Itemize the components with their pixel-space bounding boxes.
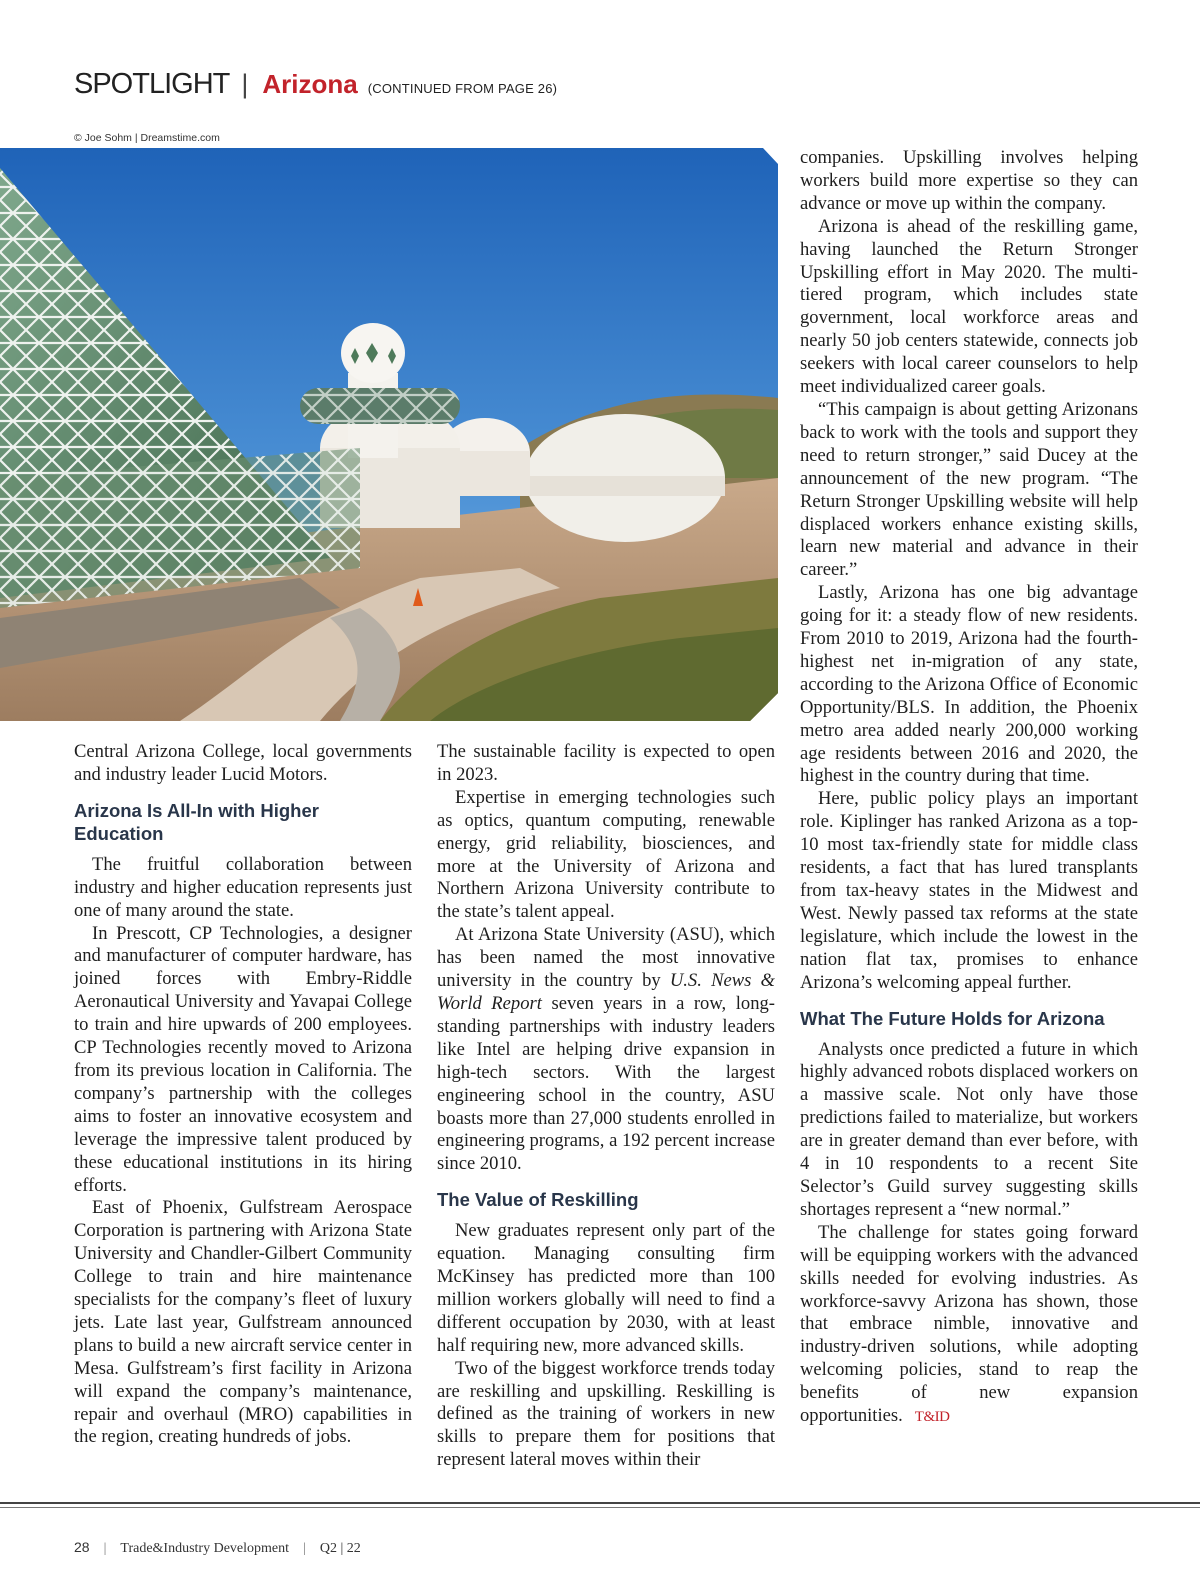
state-title: Arizona: [262, 69, 358, 99]
footer-divider: |: [103, 1541, 107, 1556]
paragraph: Two of the biggest workforce trends today are reskilling and upskilling. Reskilling is defined as the training of workers in new skills to prepare them for positions that represent lateral moves within their: [437, 1357, 775, 1471]
footer-rule-thin: [0, 1507, 1200, 1508]
paragraph: In Prescott, CP Technologies, a designer and manufacturer of computer hardware, has joined forces with Embry-Riddle Aeronautical University and Yavapai College to train and hire upwards of 200 employees. CP Technologies recently moved to Arizona from its previous location in California. The company’s partnership with the colleges aims to foster an innovative ecosystem and leverage the impressive talent produced by these educational institutions in its hiring efforts.: [74, 922, 412, 1196]
paragraph: Arizona is ahead of the reskilling game, having launched the Return Stronger Upskilling effort in May 2020. The multi-tiered program, which includes state government, local workforce areas and nearly 50 job centers statewide, connects job seekers with local career counselors to help meet individualized career goals.: [800, 215, 1138, 398]
paragraph: “This campaign is about getting Arizonans back to work with the tools and support they need to return stronger,” said Ducey at the announcement of the new program. “The Return Stronger Upskilling website will help displaced workers enhance existing skills, learn new material and advance in their career.”: [800, 398, 1138, 581]
paragraph: [437, 924, 775, 1176]
issue-label: Q2 | 22: [319, 1541, 361, 1556]
paragraph: Lastly, Arizona has one big advantage going for it: a steady flow of new residents. From 2010 to 2019, Arizona had the fourth-highest net in-migration of any state, according to the Arizona Office of Economic Opportunity/BLS. In addition, the Phoenix metro area added nearly 200,000 working age residents between 2016 and 2020, the highest in the country during that time.: [800, 582, 1138, 787]
footer-divider: |: [303, 1541, 306, 1556]
paragraph: companies. Upskilling involves helping workers build more expertise so they can advance or move up within the company.: [800, 147, 1138, 214]
section-label: SPOTLIGHT: [74, 68, 230, 100]
paragraph: New graduates represent only part of the equation. Managing consulting firm McKinsey has predicted more than 100 million workers globally will need to find a different occupation by 2030, with at least half requiring new, more advanced skills.: [437, 1220, 775, 1356]
footer-rule: [0, 1502, 1200, 1504]
magazine-name: Trade&Industry Development: [120, 1541, 290, 1556]
section-heading: What The Future Holds for Arizona: [800, 1007, 1105, 1029]
paragraph: Here, public policy plays an important role. Kiplinger has ranked Arizona as a top-10 most tax-friendly state for middle class residents, a fact that has lured transplants from tax-heavy states in the Midwest and West. Newly passed tax reforms at the state legislature, which include the lowest in the nation flat tax, promises to enhance Arizona’s welcoming appeal further.: [800, 788, 1138, 993]
paragraph: [800, 1222, 1138, 1429]
page-footer: [74, 1539, 361, 1557]
article-column-3: [800, 147, 1138, 1429]
section-heading: Arizona Is All-In with Higher Education: [74, 799, 319, 844]
text-run: seven years in a row, long-standing partnerships with industry leaders like Intel are helping drive expansion in high-tech sectors. With the largest engineering school in the country, ASU boasts more than 27,000 students enrolled in engineering programs, a 192 percent increase since 2010.: [437, 992, 775, 1175]
article-column-2: [437, 741, 775, 1472]
paragraph: The sustainable facility is expected to open in 2023.: [437, 741, 775, 785]
page-header: [74, 68, 557, 108]
feature-photo: [0, 148, 778, 721]
paragraph: Analysts once predicted a future in which highly advanced robots displaced workers on a massive scale. Not only have those predictions failed to materialize, but workers are in greater demand than ever before, with 4 in 10 respondents to a recent Site Selector’s Guild survey suggesting skills shortages represent a “new normal.”: [800, 1038, 1138, 1220]
biosphere-illustration: [0, 148, 778, 721]
paragraph: Expertise in emerging technologies such as optics, quantum computing, renewable energy, grid reliability, biosciences, and more at the University of Arizona and Northern Arizona University contribute to the state’s talent appeal.: [437, 786, 775, 923]
photo-credit: © Joe Sohm | Dreamstime.com: [74, 132, 220, 144]
publication-title: U.S. News & World Report: [437, 970, 776, 1014]
paragraph: East of Phoenix, Gulfstream Aerospace Corporation is partnering with Arizona State University and Chandler-Gilbert Community College to train and hire maintenance specialists for the company’s fleet of luxury jets. Late last year, Gulfstream announced plans to build a new aircraft service center in Mesa. Gulfstream’s first facility in Arizona will expand the company’s maintenance, repair and overhaul (MRO) capabilities in the region, creating hundreds of jobs.: [74, 1197, 412, 1448]
end-mark: T&ID: [914, 1409, 950, 1426]
section-heading: The Value of Reskilling: [437, 1189, 639, 1211]
text-run: The challenge for states going forward will be equipping workers with the advanced skills needed for evolving industries. As workforce-savvy Arizona has shown, those that embrace nimble, innovative and industry-driven solutions, while adopting welcoming policies, stand to reap the benefits of new expansion opportunities.: [800, 1221, 1138, 1427]
page-number: 28: [74, 1539, 90, 1555]
continued-note: (CONTINUED FROM PAGE 26): [367, 81, 558, 96]
header-divider: |: [241, 69, 249, 99]
paragraph: Central Arizona College, local governments and industry leader Lucid Motors.: [74, 741, 412, 785]
paragraph: The fruitful collaboration between industry and higher education represents just one of many around the state.: [74, 853, 412, 921]
article-column-1: [74, 741, 412, 1449]
text-run: At Arizona State University (ASU), which has been named the most innovative university in the country by: [437, 924, 775, 992]
